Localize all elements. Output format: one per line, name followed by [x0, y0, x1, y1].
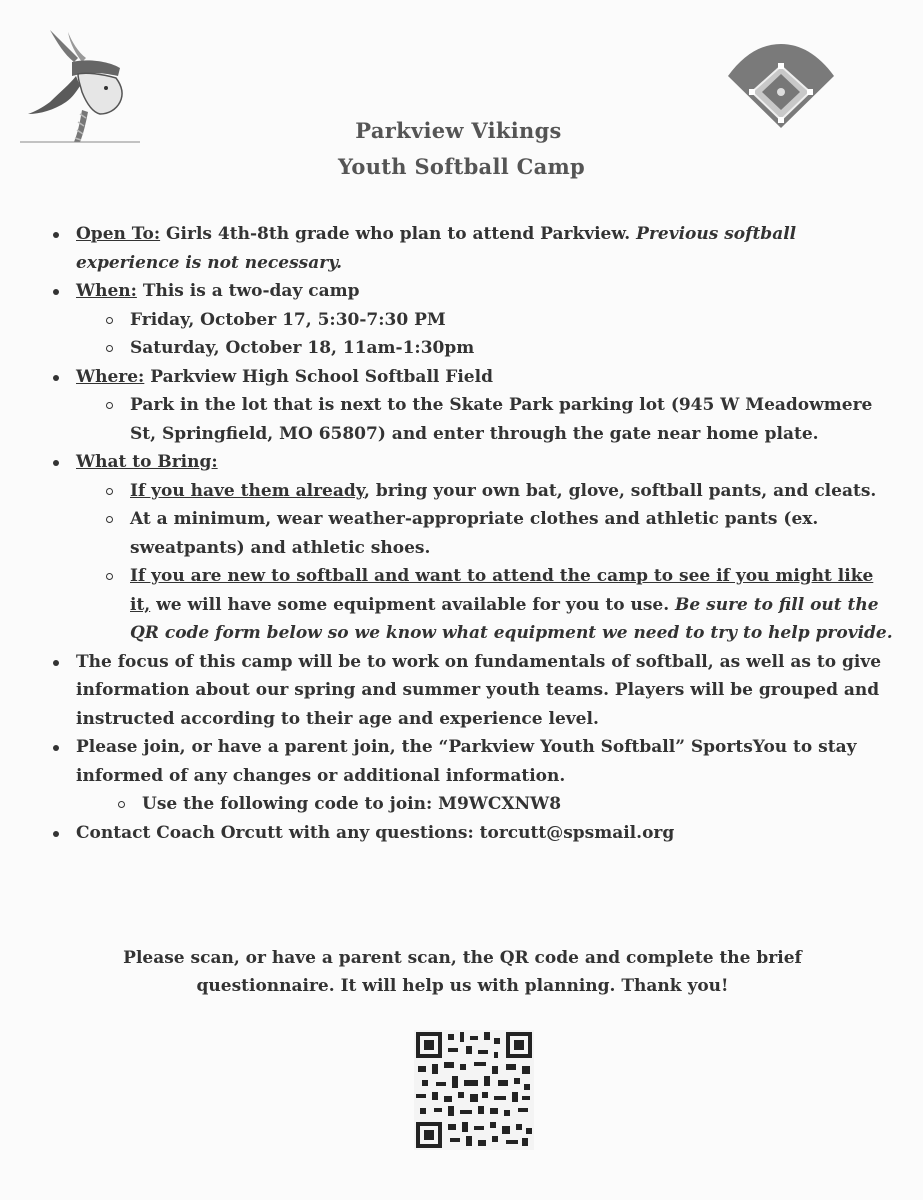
bring-label: What to Bring: [76, 452, 218, 472]
list-item-focus: The focus of this camp will be to work on fundamentals of softball, as well as to give information about our spring and summer youth teams. Players will be grouped and instructed according to their age and experience level. [46, 648, 896, 734]
date-item: Friday, October 17, 5:30-7:30 PM [46, 306, 896, 335]
qr-code-icon[interactable] [414, 1030, 534, 1150]
page-title: Parkview Vikings [355, 118, 562, 143]
bring-item-clothes: At a minimum, wear weather-appropriate clothes and athletic pants (ex. sweatpants) and athletic shoes. [46, 505, 896, 562]
list-item-contact: Contact Coach Orcutt with any questions: torcutt@spsmail.org [46, 819, 896, 848]
bring-item-gear-text: , bring your own bat, glove, softball pants, and cleats. [364, 480, 877, 501]
open-to-label: Open To: [76, 224, 161, 244]
when-text: This is a two-day camp [142, 281, 360, 301]
bring-item-gear [46, 477, 896, 506]
list-item-join [46, 733, 896, 819]
bring-item-new-note: Be sure to fill out the QR code form below so we know what equipment we need to try to help provide. [130, 594, 893, 643]
list-item-bring [46, 448, 896, 648]
info-list [46, 220, 896, 847]
page-subtitle: Youth Softball Camp [337, 154, 586, 179]
join-code: Use the following code to join: M9WCXNW8 [46, 790, 896, 819]
list-item-when [46, 277, 896, 363]
open-to-text: Girls 4th-8th grade who plan to attend Parkview. [166, 224, 631, 244]
when-label: When: [76, 281, 137, 301]
closing-note: Please scan, or have a parent scan, the QR code and complete the brief questionnaire. It will help us with planning. Thank you! [123, 948, 802, 996]
list-item-where [46, 363, 896, 449]
bring-item-new-text: we will have some equipment available for you to use. [150, 594, 676, 615]
open-to-note: Previous softball experience is not necessary. [76, 224, 797, 273]
date-item: Saturday, October 18, 11am-1:30pm [46, 334, 896, 363]
parking-detail: Park in the lot that is next to the Skate Park parking lot (945 W Meadowmere St, Springfield, MO 65807) and enter through the gate near home plate. [46, 391, 896, 448]
where-label: Where: [76, 366, 145, 387]
list-item-open-to [46, 220, 896, 277]
bring-item-new-emphasis: If you are new to softball and want to attend the camp to see if you might like it, [130, 566, 874, 615]
bring-item-new-players [46, 562, 896, 648]
bring-item-gear-emphasis: If you have them already [130, 480, 364, 501]
where-text: Parkview High School Softball Field [150, 366, 493, 387]
join-text: Please join, or have a parent join, the “Parkview Youth Softball” SportsYou to stay informed of any changes or additional information. [76, 737, 857, 786]
baseball-diamond-icon [726, 40, 836, 130]
